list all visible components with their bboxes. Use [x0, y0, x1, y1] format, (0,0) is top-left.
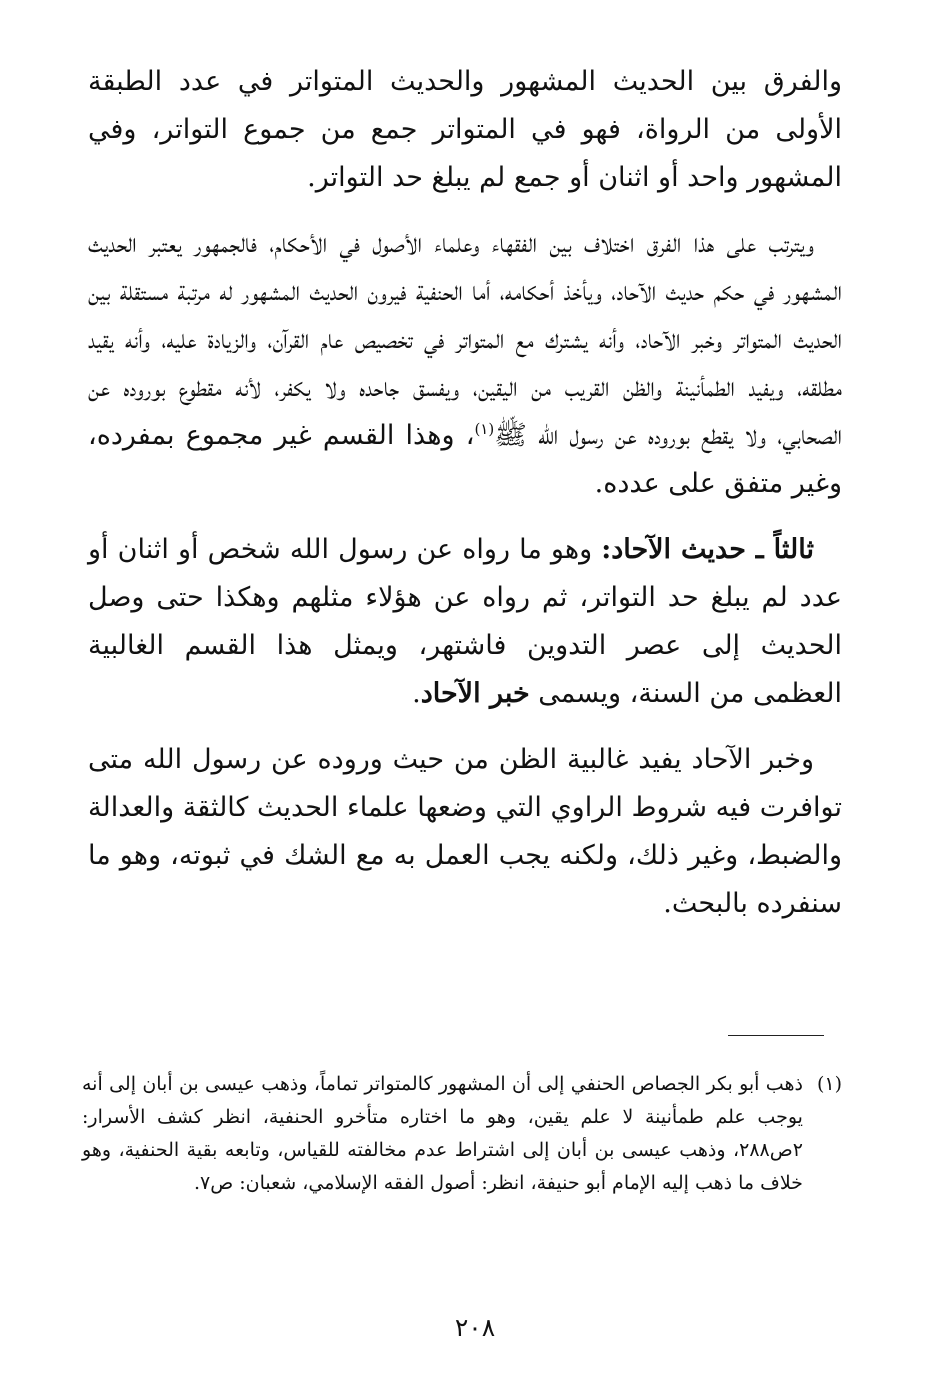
paragraph-text: وخبر الآحاد يفيد غالبية الظن من حيث وروده عن رسول الله متى توافرت فيه شروط الراوي التي وضعها علماء الحديث كالثقة والعدالة والضبط، وغير ذلك، ولكنه يجب العمل به مع الشك في ثبوته، وهو ما سنفرده بالبحث. — [88, 744, 842, 919]
paragraph-text: وهو ما رواه عن رسول الله شخص أو اثنان أو عدد لم يبلغ حد التواتر، ثم رواه عن هؤلاء مثلهم وهكذا حتى وصل الحديث إلى عصر التدوين فاشتهر، ويمثل هذا القسم الغالبية العظمى من السنة، ويسمى — [88, 534, 842, 709]
section-heading: ثالثاً ـ حديث الآحاد: — [601, 534, 814, 565]
paragraph-2 — [88, 220, 842, 508]
main-text — [88, 58, 842, 946]
footnote — [82, 1068, 842, 1200]
footnote-marker: (١) — [816, 1073, 842, 1095]
page-number: ٢٠٨ — [454, 1313, 496, 1342]
footnote-reference[interactable]: (١) — [474, 420, 495, 438]
paragraph-3 — [88, 526, 842, 718]
defined-term: خبر الآحاد — [420, 678, 530, 709]
footnote-text: ذهب أبو بكر الجصاص الحنفي إلى أن المشهور كالمتواتر تماماً، وذهب عيسى بن أبان إلى أنه يوجب علم طمأنينة لا علم يقين، وهو ما اختاره متأخرو الحنفية، انظر كشف الأسرار: ٢ص٢٨٨، وذهب عيسى بن أبان إلى اشتراط عدم مخالفته للقياس، وتابعه بقية الحنفية، وهو خلاف ما ذهب إليه الإمام أبو حنيفة، انظر: أصول الفقه الإسلامي، شعبان: ص٧. — [82, 1073, 803, 1194]
paragraph-tail: . — [412, 678, 421, 709]
paragraph-text: والفرق بين الحديث المشهور والحديث المتواتر في عدد الطبقة الأولى من الرواة، فهو في المتواتر جمع من جموع التواتر، وفي المشهور واحد أو اثنان أو جمع لم يبلغ حد التواتر. — [88, 66, 842, 193]
paragraph-4 — [88, 736, 842, 928]
footnote-divider — [728, 1035, 824, 1036]
paragraph-tail: ، وهذا القسم غير مجموع بمفرده، وغير متفق على عدده. — [88, 420, 842, 499]
paragraph-text: ويترتب على هذا الفرق اختلاف بين الفقهاء وعلماء الأصول في الأحكام، فالجمهور يعتبر الحديث المشهور في حكم حديث الآحاد، ويأخذ أحكامه، أما الحنفية فيرون الحديث المشهور له مرتبة مستقلة بين الحديث المتواتر وخبر الآحاد، وأنه يشترك مع المتواتر في تخصيص عام القرآن، والزيادة عليه، وأنه يقيد مطلقه، ويفيد الطمأنينة والظن القريب من اليقين، ويفسق جاحده ولا يكفر، لأنه مقطوع بوروده عن الصحابي، ولا يقطع بوروده عن رسول الله ﷺ — [88, 228, 842, 451]
paragraph-1 — [88, 58, 842, 202]
